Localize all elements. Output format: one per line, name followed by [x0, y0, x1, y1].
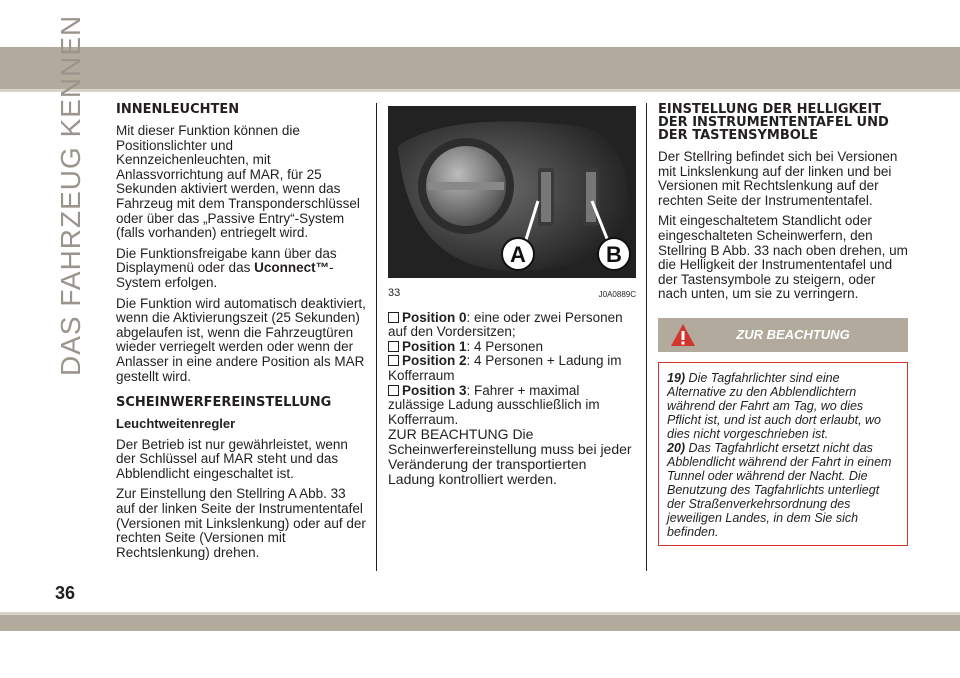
text: Die Funktionsfreigabe kann über das Displaymenü oder das: [116, 245, 337, 276]
note-20: [667, 441, 899, 539]
list-item: [388, 311, 636, 340]
note-19: [667, 371, 899, 441]
position-text: : 4 Personen: [466, 338, 544, 354]
text: -System erfolgen.: [116, 260, 334, 290]
note-text: Die Tagfahrlichter sind eine Alternative zu den Abblendlichtern während der Fahrt am Tag, wo dies Pflicht ist, und ist auch dort erlaubt, wo dies nicht vorgeschrieben ist.: [667, 370, 881, 441]
heading-helligkeit: EINSTELLUNG DER HELLIGKEIT DER INSTRUMENTENTAFEL UND DER TASTENSYMBOLE: [658, 102, 889, 143]
header-band: [0, 47, 960, 89]
note-number: 19): [667, 370, 686, 385]
header-band-line: [0, 89, 960, 92]
paragraph: [116, 247, 368, 291]
list-item: [388, 340, 636, 355]
position-text: : 4 Personen + Ladung im Kofferraum: [388, 353, 622, 383]
checkbox-bullet-icon: [388, 312, 399, 323]
list-item: [388, 354, 636, 383]
warning-title: ZUR BEACHTUNG: [736, 326, 850, 342]
heading-scheinwerfereinstellung: SCHEINWERFEREINSTELLUNG: [116, 395, 332, 411]
label-a: A: [510, 242, 526, 267]
paragraph: Mit eingeschaltetem Standlicht oder eingeschalteten Scheinwerfern, den Stellring B Abb. 33 nach oben drehen, um die Helligkeit der Instrumententafel und der Tastensymbole zu steigern, oder nach unten, um sie zu verringern.: [658, 213, 908, 302]
note-text: Das Tagfahrlicht ersetzt nicht das Abblendlicht während der Fahrt in einem Tunnel oder während der Nacht. Die Benutzung des Tagfahrlichts unterliegt der Straßenverkehrsordnung des jeweiligen Landes, in dem Sie sich befinden.: [667, 440, 892, 539]
paragraph: Der Betrieb ist nur gewährleistet, wenn der Schlüssel auf MAR steht und das Abblendlicht eingeschaltet ist.: [116, 436, 348, 481]
section-side-title: DAS FAHRZEUG KENNEN: [55, 14, 86, 376]
figure-33-photo: [388, 106, 636, 278]
heading-innenleuchten: INNENLEUCHTEN: [116, 102, 240, 117]
figure-caption: [388, 286, 636, 303]
paragraph: Zur Einstellung den Stellring A Abb. 33 auf der linken Seite der Instrumententafel (Versionen mit Linkslenkung) oder auf der rechten Seite (Versionen mit Rechtslenkung) drehen.: [116, 486, 366, 560]
column-left: [116, 103, 368, 566]
label-b: B: [606, 242, 622, 267]
paragraph: Mit dieser Funktion können die Positionslichter und Kennzeichenleuchten, mit Anlassvorrichtung auf MAR, für 25 Sekunden aktiviert werden, wenn das Fahrzeug mit dem Transponderschlüssel oder über das „Passive Entry“-System (falls vorhanden) entriegelt wird.: [116, 123, 360, 241]
warning-body: [658, 362, 908, 546]
position-label: Position 0: [402, 309, 467, 325]
paragraph: Der Stellring befindet sich bei Versionen mit Linkslenkung auf der linken und bei Versionen mit Rechtslenkung auf der rechten Seite der Instrumententafel.: [658, 149, 898, 208]
note-number: 20): [667, 440, 686, 455]
position-text: : Fahrer + maximal zulässige Ladung ausschließlich im Kofferraum.: [388, 382, 600, 427]
column-middle: [388, 106, 636, 493]
uconnect-label: Uconnect™: [254, 260, 330, 276]
figure-code: J0A0889C: [598, 290, 636, 299]
list-item: [388, 384, 636, 428]
figure-number: 33: [388, 287, 401, 299]
checkbox-bullet-icon: [388, 385, 399, 396]
warning-header: [658, 318, 908, 352]
paragraph: Die Funktion wird automatisch deaktiviert, wenn die Aktivierungszeit (25 Sekunden) abgelaufen ist, wenn die Fahrzeugtüren wieder verriegelt werden oder wenn der Anlasser in eine andere Position als MAR gestellt wird.: [116, 295, 366, 384]
subheading-leuchtweitenregler: Leuchtweitenregler: [116, 416, 236, 432]
position-label: Position 2: [402, 353, 467, 369]
note-text: ZUR BEACHTUNG Die Scheinwerfereinstellung muss bei jeder Veränderung der transportierten Ladung kontrolliert werden.: [388, 426, 632, 488]
light-switch-illustration: [388, 106, 636, 278]
footer-band: [0, 615, 960, 631]
column-right: [658, 103, 908, 546]
page-number: 36: [55, 583, 76, 603]
position-text: : eine oder zwei Personen auf den Vordersitzen;: [388, 309, 623, 340]
position-label: Position 1: [402, 338, 467, 354]
checkbox-bullet-icon: [388, 341, 399, 352]
column-divider-left: [376, 103, 377, 571]
page-top-margin: [0, 0, 960, 46]
checkbox-bullet-icon: [388, 355, 399, 366]
position-list: [388, 311, 636, 428]
column-divider-right: [646, 103, 647, 571]
position-label: Position 3: [402, 382, 467, 398]
